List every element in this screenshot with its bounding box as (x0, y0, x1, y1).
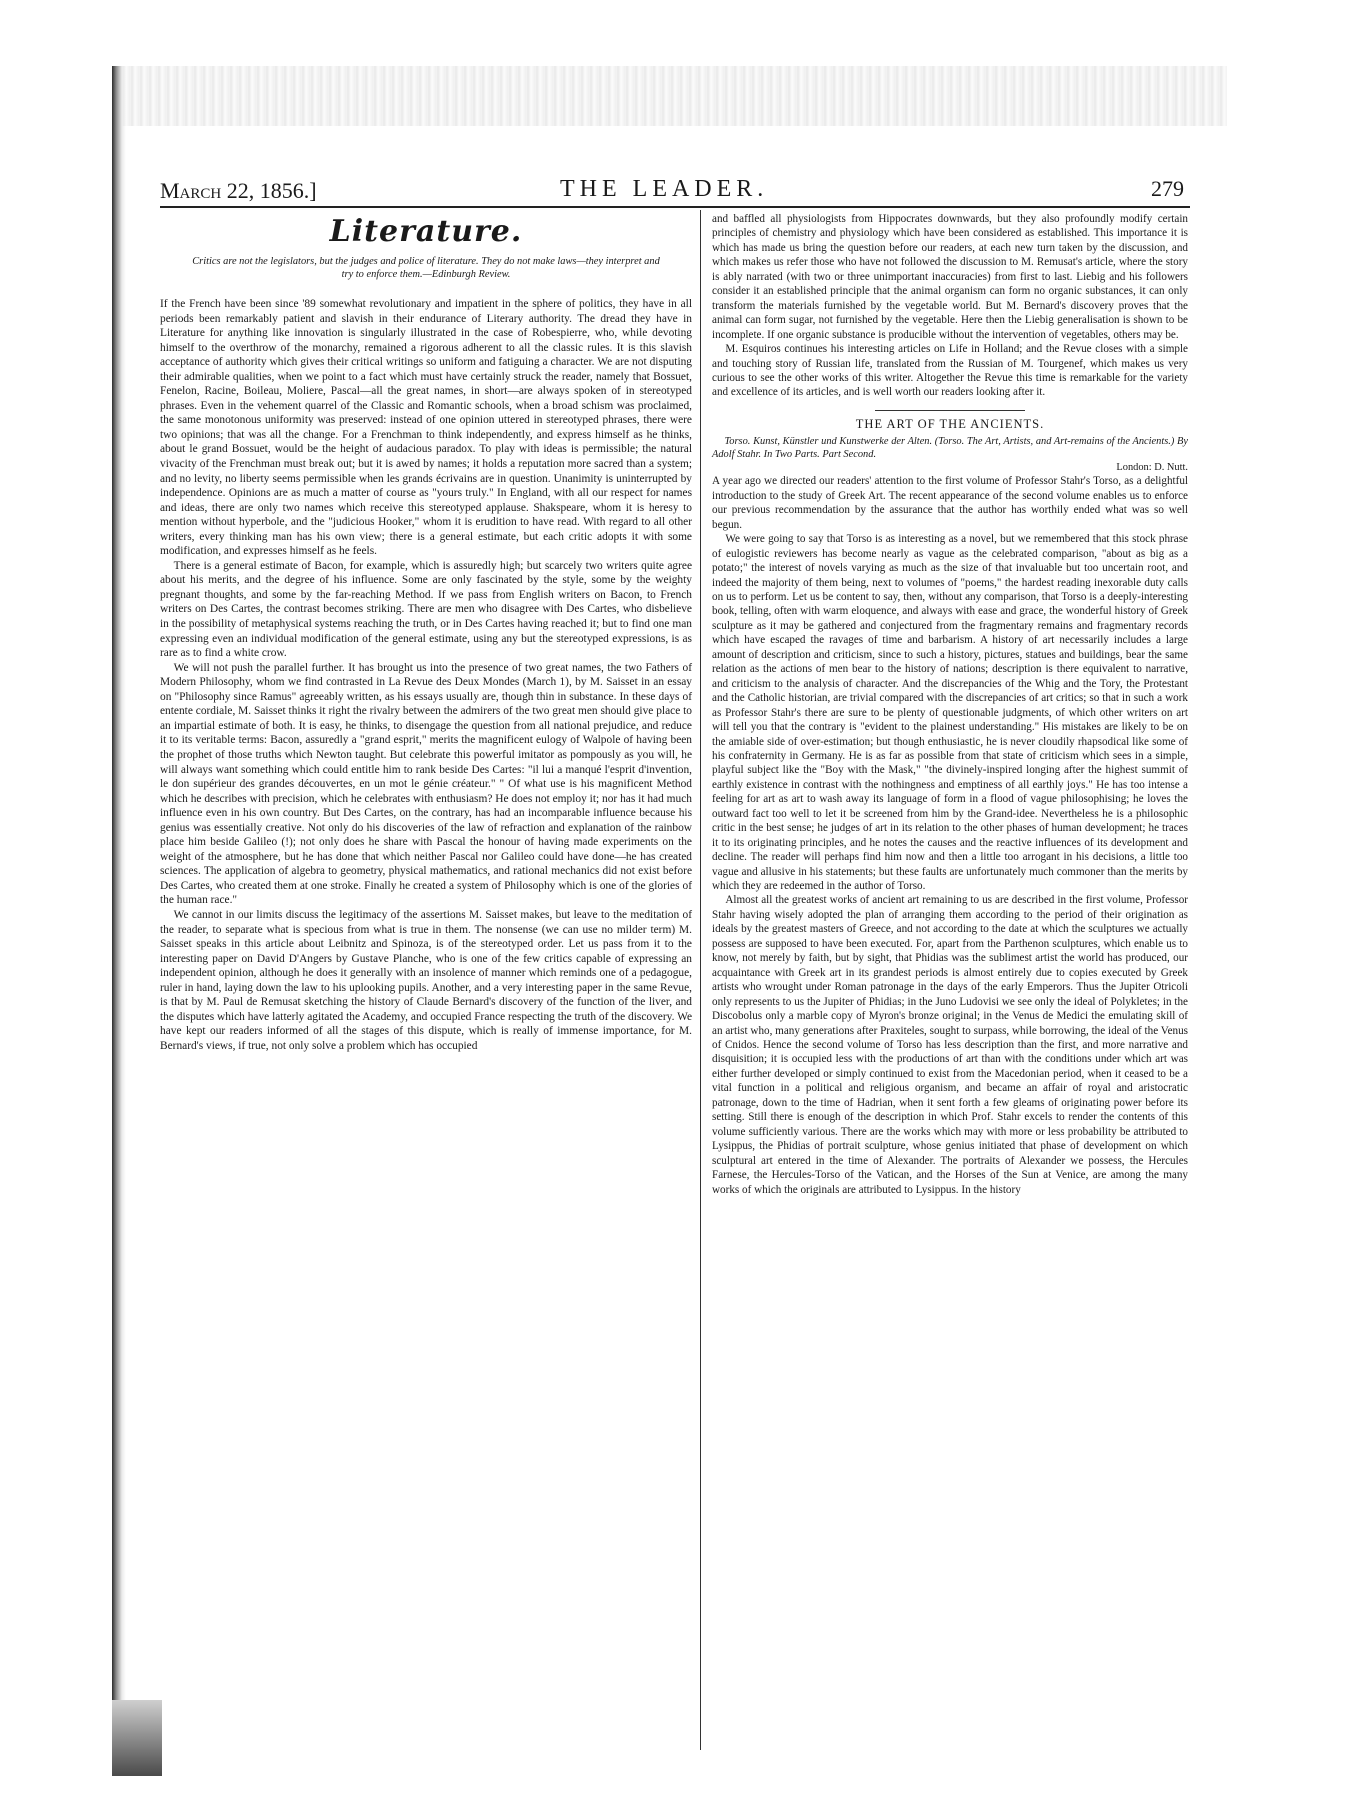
left-column (160, 212, 692, 1053)
scan-edge-left (112, 66, 126, 1776)
article-paragraph: We were going to say that Torso is as interesting as a novel, but we remembered that this stock phrase of eulogistic reviewers has become nearly as vague as the celebrated comparison, "about as big as a potato;" the interest of novels varying as much as the size of that invaluable but too uncertain root, and indeed the majority of them being, next to volumes of "poems," the hardest reading inexorable duty calls on us to perform. Let us be content to say, then, without any comparison, that Torso is a deeply-interesting book, telling, often with warm eloquence, and always with ease and grace, the wonderful history of Greek sculpture as it may be gathered and conjectured from the fragmentary remains and fragmentary records which have escaped the ravages of time and barbarism. A history of art necessarily includes a large amount of description and criticism, since to such a history, pictures, statues and buildings, bear the same relation as the actions of men bear to the history of nations; description is there equivalent to narrative, and criticism to the analysis of character. And the discrepancies of the Whig and the Tory, the Protestant and the Catholic historian, are trivial compared with the discrepancies of art critics; so that in such a work as Professor Stahr's there are sure to be plenty of questionable judgments, of which other writers on art will tell you that the contrary is "evident to the plainest understanding." His mistakes are likely to be on the amiable side of over-estimation; but though enthusiastic, he is never cloudily rhapsodical like some of his confraternity in Germany. He is as far as possible from that state of criticism which sees in a simple, playful subject like the "Boy with the Mask," "the divinely-inspired longing after the highest summit of earthly existence in contrast with the nothingness and emptiness of all earthly joys." He has too intense a feeling for art as art to wash away its language of form in a flood of vague philosophising; he loves the outward fact too well to let it be screened from him by the Grand-idee. Nevertheless he is a philosophic critic in the best sense; he judges of art in its relation to the other phases of human development; he traces it to its originating principles, and he notes the causes and the reactive influences of its development and decline. The reader will perhaps find him now and then a little too arrogant in his decisions, a little too vague and allusive in his statements; but these faults are unfortunately much commoner than the merits by which they are redeemed in the author of Torso. (712, 533, 1188, 893)
newspaper-title: THE LEADER. (560, 176, 769, 202)
continued-paragraph: M. Esquiros continues his interesting articles on Life in Holland; and the Revue closes with a simple and touching story of Russian life, translated from the Russian of M. Tourgenef, which makes us very curious to see the other works of this writer. Altogether the Revue this time is remarkable for the variety and excellence of its articles, and is well worth our readers looking after it. (712, 343, 1188, 399)
continued-paragraph: and baffled all physiologists from Hippocrates downwards, but they also profoundly modify certain principles of chemistry and physiology which have been considered as established. This importance it is which has made us bring the question before our readers, at each new turn taken by the discussion, and which makes us refer those who have not followed the discussion to M. Remusat's article, where the story is ably narrated (with two or three unimportant inaccuracies) from first to last. Liebig and his followers consider it an established principle that the animal organism can form no organic substances, it can only transform the materials furnished by the vegetable world. But M. Bernard's discovery proves that the animal can form sugar, not furnished by the vegetable. Here then the Liebig generalisation is shown to be incomplete. If one organic substance is producible without the intervention of vegetables, others may be. (712, 213, 1188, 341)
header-rule (160, 206, 1190, 211)
section-title: Literature. (329, 214, 523, 249)
column-divider (700, 210, 701, 1750)
article-paragraph: We will not push the parallel further. It has brought us into the presence of two great names, the two Fathers of Modern Philosophy, whom we find contrasted in La Revue des Deux Mondes (March 1), by M. Saisset in an essay on "Philosophy since Ramus" agreeably written, as his essays usually are, though thin in substance. In these days of entente cordiale, M. Saisset thinks it right the rivalry between the admirers of the two great men should give place to an impartial estimate of both. It is easy, he thinks, to disengage the question from all national prejudice, and reduce it to its veritable terms: Bacon, assuredly a "grand esprit," merits the magnificent eulogy of Walpole of having been the prophet of those truths which Newton taught. But celebrate this powerful imitator as pompously as you will, he will always want something which could entitle him to rank beside Des Cartes: "il lui a manqué l'esprit d'invention, le don supérieur des grandes découvertes, en un mot le génie créateur." " Of what use is his magnificent Method which he describes with precision, which he celebrates with enthusiasm? He does not employ it; nor has it had much influence even in his own country. But Des Cartes, on the contrary, has had an incomparable influence because his genius was essentially creative. Not only do his discoveries of the law of refraction and explanation of the rainbow place him beside Galileo (!); not only does he share with Pascal the honour of having made experiments on the weight of the atmosphere, but he has done that which neither Pascal nor Galileo could have done—he has created sciences. The application of algebra to geometry, physical mathematics, and rational mechanics did not exist before Des Cartes, who created them at one stroke. Finally he created a system of Philosophy which is one of the glories of the human race." (160, 661, 692, 907)
right-column (712, 212, 1188, 1197)
section-divider (875, 410, 1025, 411)
article-subtitle (712, 435, 1188, 474)
article-paragraph: We cannot in our limits discuss the legitimacy of the assertions M. Saisset makes, but leave to the meditation of the reader, to separate what is specious from what is true in them. The nonsense (we can use no milder term) M. Saisset speaks in this article about Leibnitz and Spinoza, is of the stereotyped order. Let us pass from it to the interesting paper on David D'Angers by Gustave Planche, who is one of the few critics capable of expressing an independent opinion, although he does it generally with an insolence of manner which reminds one of a pedagogue, ruler in hand, laying down the law to his uplooking pupils. Another, and a very interesting paper in the same Revue, is that by M. Paul de Remusat sketching the history of Claude Bernard's discovery of the function of the liver, and the disputes which have latterly agitated the Academy, and occupied France respecting the truth of the discovery. We have kept our readers informed of all the stages of this dispute, which is really of immense importance, for M. Bernard's views, if true, not only solve a problem which has occupied (160, 908, 692, 1052)
article-paragraph: A year ago we directed our readers' attention to the first volume of Professor Stahr's Torso, as a delightful introduction to the study of Greek Art. The recent appearance of the second volume enables us to enforce our previous recommendation by the assurance that the author has worthily ended what was so well begun. (712, 475, 1188, 531)
article-paragraph: If the French have been since '89 somewhat revolutionary and impatient in the sphere of politics, they have in all periods been remarkably patient and slavish in their endurance of Literary authority. The dread they have in Literature for anything like innovation is singularly illustrated in the case of Robespierre, who, while devoting himself to the overthrow of the monarchy, remained a rigorous adherent to all the classic rules. It is this slavish acceptance of authority which gives their critical writings so uniform and fatiguing a character. We are not disputing their admirable qualities, when we point to a fact which must have certainly struck the reader, namely that Bossuet, Fenelon, Racine, Boileau, Moliere, Pascal—all the great names, in short—are always spoken of in stereotyped phrases. Even in the vehement quarrel of the Classic and Romantic schools, when a broad schism was proclaimed, the same monotonous uniformity was preserved: instead of one opinion uttered in stereotyped phrases, there were two opinions; that was all the change. For a Frenchman to think independently, and express himself as he thinks, about le grand Bossuet, would be the height of audacious paradox. To play with ideas is permissible; the natural vivacity of the Frenchman must break out; but it is awed by names; it holds a reputation more sacred than a system; and no levity, no liberty seems permissible when les grands écrivains are in question. Unanimity is uninterrupted by independence. Opinions are as much a matter of course as "yours truly." In England, with all our respect for names and ideas, there are only two names which receive this stereotyped applause. Shakspeare, whom it is heresy to mention without hyperbole, and the "judicious Hooker," whom it is erudition to have read. With regard to all other writers, every thinking man has his own view; there is a general estimate, but each critic adopts it with some modification, and expresses himself as he feels. (160, 298, 692, 558)
article-title: THE ART OF THE ANCIENTS. (855, 416, 1045, 431)
page-number: 279 (1151, 176, 1184, 201)
book-publisher: London: D. Nutt. (1116, 462, 1188, 474)
page-header (160, 176, 1190, 204)
newspaper-page (160, 176, 1190, 1756)
article-paragraph: There is a general estimate of Bacon, for example, which is assuredly high; but scarcely two writers quite agree about his merits, and the degree of his influence. Some are only fascinated by the style, some by the weighty pregnant thoughts, and some by the far-reaching Method. If we pass from English writers on Bacon, to French writers on Des Cartes, the contrast becomes striking. There are men who disagree with Des Cartes, who disbelieve in the possibility of metaphysical systems reaching the truth, or in Des Cartes having reached it; but to find one man expressing even an individual modification of the general estimate, using any but the stereotyped expressions, is as rare as to find a white crow. (160, 559, 692, 660)
issue-date: March 22, 1856.] (160, 178, 317, 203)
article-paragraph: Almost all the greatest works of ancient art remaining to us are described in the first volume, Professor Stahr having wisely adopted the plan of arranging them according to the period of their origination as ideals by the greatest masters of Greece, and not according to the date at which the sculptures we actually possess are supposed to have been executed. For, apart from the Parthenon sculptures, which enable us to know, not merely by faith, but by sight, that Phidias was the sublimest artist the world has produced, our acquaintance with Greek art in its grandest periods is almost entirely due to copies executed by Greek artists who wrought under Roman patronage in the days of the early Emperors. Thus the Jupiter Otricoli only represents to us the Jupiter of Phidias; in the Juno Ludovisi we see only the ideal of Polykletes; in the Discobolus only a marble copy of Myron's bronze original; in the Venus de Medici the emulating skill of an artist who, many generations after Praxiteles, sought to surpass, while borrowing, the ideal of the Venus of Cnidos. Hence the second volume of Torso has less description than the first, and more narrative and disquisition; it is occupied less with the productions of art than with the conditions under which art was either further developed or simply continued to exist from the Macedonian period, when it ceased to be a vital function in a political and religious organism, and became an affair of royal and aristocratic patronage, down to the time of Hadrian, when it sent forth a few gleams of originating power before its setting. Still there is enough of the description in which Prof. Stahr excels to render the contents of this volume sufficiently various. There are the works which may with more or less probability be attributed to Lysippus, the Phidias of portrait sculpture, whose genius initiated that phase of development on which sculptural art entered in the time of Alexander. The portraits of Alexander we possess, the Hercules Farnese, the Hercules-Torso of the Vatican, and the Horses of the Sun at Venice, are among the many works of which the originals are attributed to Lysippus. In the history (712, 894, 1188, 1196)
scan-edge-bottom (112, 1700, 162, 1776)
book-citation: Torso. Kunst, Künstler und Kunstwerke der Alten. (Torso. The Art, Artists, and Art-remains of the Ancients.) By Adolf Stahr. In Two Parts. Part Second. (712, 436, 1188, 461)
section-motto: Critics are not the legislators, but the judges and police of literature. They do not make laws—they interpret and try to enforce them.—Edinburgh Review. (192, 256, 660, 280)
scan-edge-top (112, 66, 1227, 126)
